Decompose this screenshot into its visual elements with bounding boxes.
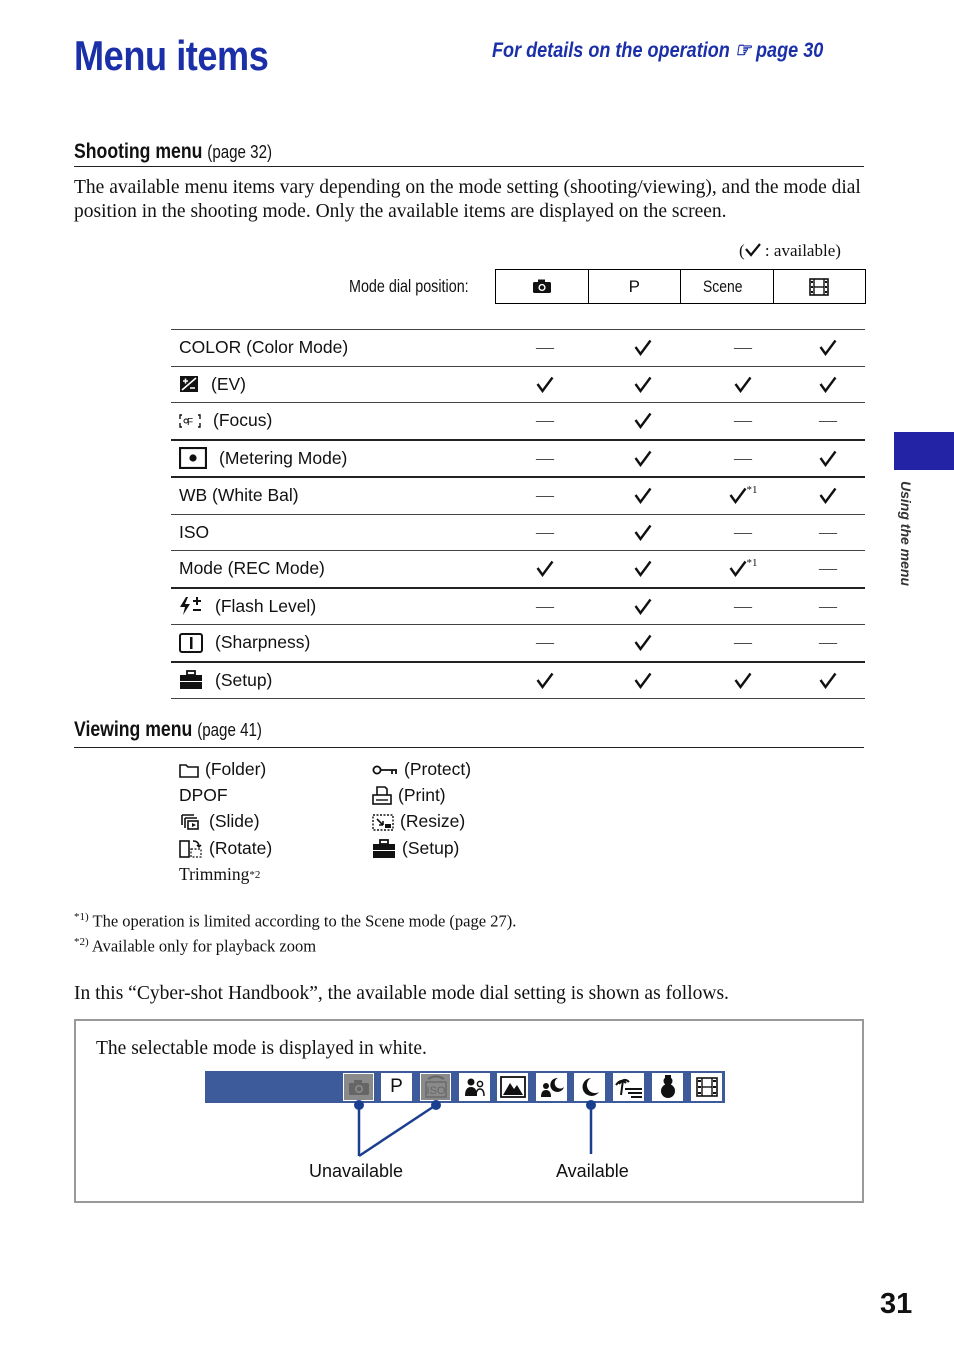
unavailable-dash: — [734,337,752,357]
shooting-menu-item-text: (Focus) [213,410,273,430]
shooting-menu-item-text: (Metering Mode) [219,447,348,468]
shooting-menu-title: Shooting menu [74,140,203,163]
viewing-item-label: Trimming [179,864,250,884]
viewing-menu-page-ref[interactable]: (page 41) [197,720,262,740]
unavailable-dash: — [536,485,554,505]
legend-text: : available) [760,241,841,260]
unavailable-dash: — [819,632,837,652]
dial-column-p: P [588,270,681,303]
page-title: Menu items [74,32,269,79]
viewing-item-label: (Slide) [209,811,260,831]
handbook-explanation: In this “Cyber-shot Handbook”, the available mode dial setting is shown as follows. [74,983,729,1004]
footnote-mark: *1 [746,556,758,569]
footnote-mark: *1 [746,483,758,496]
viewing-item-label: (Folder) [205,759,267,779]
unavailable-dash: — [536,337,554,357]
shooting-menu-item-text: Mode (REC Mode) [179,558,325,578]
viewing-item-label: DPOF [179,785,228,805]
footnote-mark: *2) [74,936,89,948]
footnote-text: Available only for playback zoom [91,936,317,956]
shooting-menu-page-ref[interactable]: (page 32) [207,142,273,162]
unavailable-dash: — [734,410,752,430]
unavailable-dash: — [536,521,554,542]
shooting-menu-item-text: ISO [179,521,210,542]
footnote-text: The operation is limited according to the Scene mode (page 27). [92,911,517,931]
available-label: Available [556,1161,629,1181]
unavailable-dash: — [734,521,752,542]
unavailable-label: Unavailable [309,1161,404,1181]
unavailable-dash: — [536,447,554,468]
example-caption: The selectable mode is displayed in white. [96,1038,427,1059]
section-tab-marker [894,432,954,470]
side-section-label [898,481,928,621]
shooting-menu-item-text: WB (White Bal) [179,485,299,505]
shooting-menu-item-text: COLOR (Color Mode) [179,337,349,357]
viewing-item-label: (Protect) [404,759,472,779]
unavailable-dash: — [819,521,837,542]
viewing-item-label: (Print) [398,785,446,805]
viewing-item-label: (Setup) [402,838,460,858]
trimming-footnote-mark: *2 [249,868,261,881]
footnote-mark: *1) [74,911,89,923]
shooting-menu-item-text: (Setup) [215,669,273,690]
shooting-menu-item-text: (EV) [211,373,246,394]
svg-text:F: F [186,416,194,428]
unavailable-dash: — [536,595,554,616]
shooting-menu-item-text: (Sharpness) [215,632,311,652]
dial-column-scene-label: Scene [702,276,743,296]
viewing-menu-title: Viewing menu [74,718,193,741]
mode-p: P [381,1073,412,1101]
iso-label: ISO [426,1085,445,1097]
side-section-text: Using the menu [898,481,914,587]
page-number: 31 [880,1288,913,1320]
unavailable-dash: — [734,447,752,468]
viewing-item-label: (Rotate) [209,838,273,858]
unavailable-dash: — [536,410,554,430]
shooting-menu-item-text: (Flash Level) [215,595,317,616]
unavailable-dash: — [819,410,837,430]
unavailable-dash: — [819,558,837,578]
details-link[interactable]: For details on the operation ☞ page 30 [492,39,824,62]
unavailable-dash: — [734,632,752,652]
unavailable-dash: — [734,595,752,616]
unavailable-dash: — [536,632,554,652]
shooting-intro: The available menu items vary depending on the mode setting (shooting/viewing), and the mode dial position in the shooting mode. Only the available items are displayed on the screen. [74,177,861,222]
mode-dial-label: Mode dial position: [349,276,469,296]
unavailable-dash: — [819,595,837,616]
availability-legend: ( : available) [739,241,841,260]
viewing-item-label: (Resize) [400,811,466,831]
